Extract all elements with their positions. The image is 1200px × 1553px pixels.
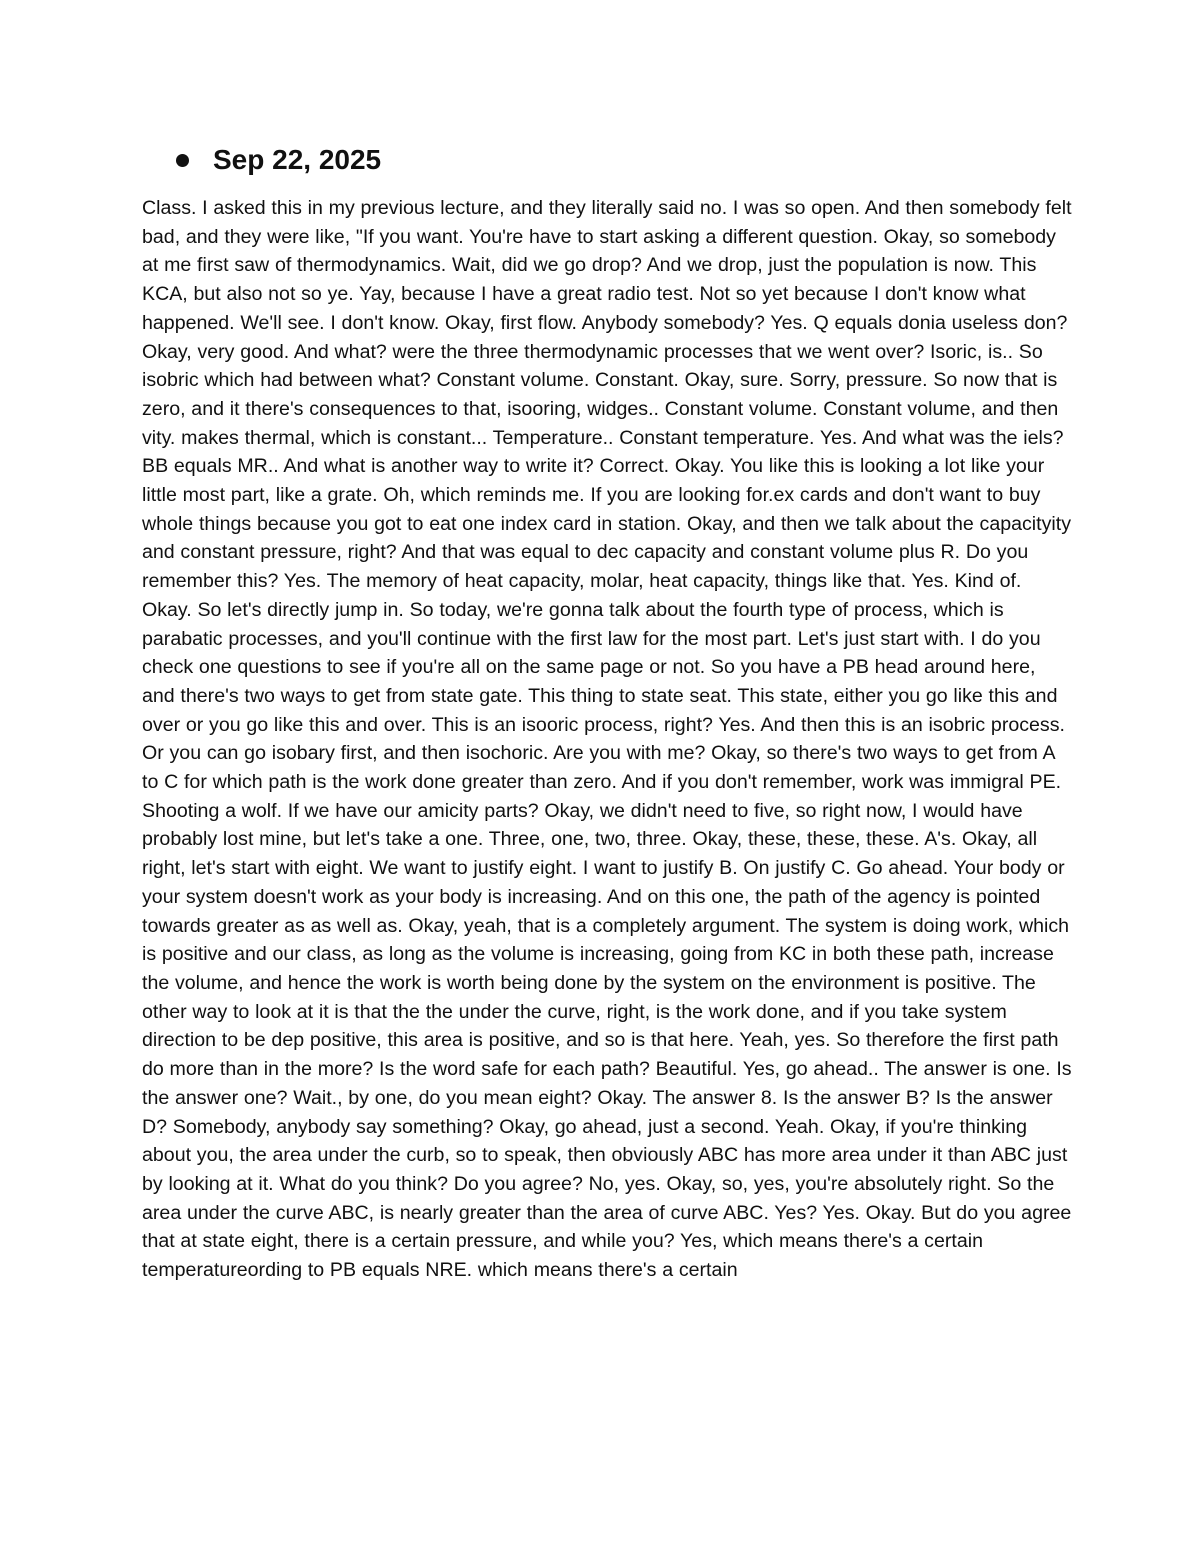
date-heading	[176, 142, 381, 178]
entry-date: Sep 22, 2025	[213, 144, 382, 175]
lecture-transcript: Class. I asked this in my previous lecture, and they literally said no. I was so open. And then somebody felt bad, and they were like, "If you want. You're have to start asking a different question. Okay, so somebody at me first saw of thermodynamics. Wait, did we go drop? And we drop, just the population is now. This KCA, but also not so ye. Yay, because I have a great radio test. Not so yet because I don't know what happened. We'll see. I don't know. Okay, first flow. Anybody somebody? Yes. Q equals donia useless don? Okay, very good. And what? were the three thermodynamic processes that we went over? Isoric, is.. So isobric which had between what? Constant volume. Constant. Okay, sure. Sorry, pressure. So now that is zero, and it there's consequences to that, isooring, widges.. Constant volume. Constant volume, and then vity. makes thermal, which is constant... Temperature.. Constant temperature. Yes. And what was the iels? BB equals MR.. And what is another way to write it? Correct. Okay. You like this is looking a lot like your little most part, like a grate. Oh, which reminds me. If you are looking for.ex cards and don't want to buy whole things because you got to eat one index card in station. Okay, and then we talk about the capacityity and constant pressure, right? And that was equal to dec capacity and constant volume plus R. Do you remember this? Yes. The memory of heat capacity, molar, heat capacity, things like that. Yes. Kind of. Okay. So let's directly jump in. So today, we're gonna talk about the fourth type of process, which is parabatic processes, and you'll continue with the first law for the most part. Let's just start with. I do you check one questions to see if you're all on the same page or not. So you have a PB head around here, and there's two ways to get from state gate. This thing to state seat. This state, either you go like this and over or you go like this and over. This is an isooric process, right? Yes. And then this is an isobric process. Or you can go isobary first, and then isochoric. Are you with me? Okay, so there's two ways to get from A to C for which path is the work done greater than zero. And if you don't remember, work was immigral PE. Shooting a wolf. If we have our amicity parts? Okay, we didn't need to five, so right now, I would have probably lost mine, but let's take a one. Three, one, two, three. Okay, these, these, these. A's. Okay, all right, let's start with eight. We want to justify eight. I want to justify B. On justify C. Go ahead. Your body or your system doesn't work as your body is increasing. And on this one, the path of the agency is pointed towards greater as as well as. Okay, yeah, that is a completely argument. The system is doing work, which is positive and our class, as long as the volume is increasing, going from KC in both these path, increase the volume, and hence the work is worth being done by the system on the environment is positive. The other way to look at it is that the the under the curve, right, is the work done, and if you take system direction to be dep positive, this area is positive, and so is that here. Yeah, yes. So therefore the first path do more than in the more? Is the word safe for each path? Beautiful. Yes, go ahead.. The answer is one. Is the answer one? Wait., by one, do you mean eight? Okay. The answer 8. Is the answer B? Is the answer D? Somebody, anybody say something? Okay, go ahead, just a second. Yeah. Okay, if you're thinking about you, the area under the curb, so to speak, then obviously ABC has more area under it than ABC just by looking at it. What do you think? Do you agree? No, yes. Okay, so, yes, you're absolutely right. So the area under the curve ABC, is nearly greater than the area of curve ABC. Yes? Yes. Okay. But do you agree that at state eight, there is a certain pressure, and while you? Yes, which means there's a certain temperatureording to PB equals NRE. which means there's a certain	[142, 197, 1072, 1282]
bullet-icon	[176, 154, 189, 167]
